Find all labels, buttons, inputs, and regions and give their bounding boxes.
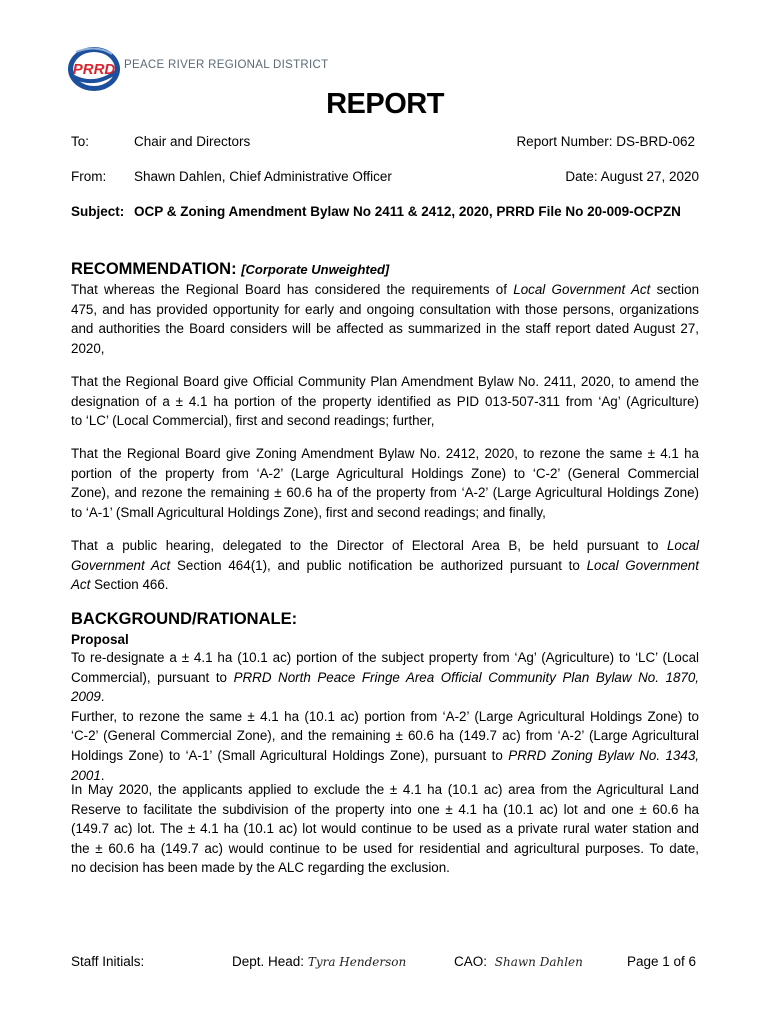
to-value: Chair and Directors	[134, 134, 251, 149]
recommendation-paragraph-3	[71, 444, 699, 522]
prrd-logo	[66, 42, 329, 94]
recommendation-title: RECOMMENDATION:	[71, 260, 237, 278]
text-line: Zone), and rezone the remaining ± 60.6 ha of the property from ‘A-2’ (Large Agricultural Holdings Zone)	[71, 485, 699, 501]
text-line: That the Regional Board give Official Community Plan Amendment Bylaw No. 2411, 2020, to amend the	[71, 374, 699, 389]
text-segment: Act	[71, 577, 91, 593]
text-line: portion of the property from ‘A-2’ (Large Agricultural Holdings Zone) to ‘C-2’ (General Commercial	[71, 465, 699, 481]
recommendation-paragraph-4	[71, 536, 699, 595]
text-line: 2001.	[71, 767, 105, 783]
text-segment: Local Government	[586, 557, 699, 573]
report-number: Report Number: DS-BRD-062	[516, 134, 695, 149]
dept-head-label: Dept. Head:	[232, 954, 305, 969]
recommendation-paragraph-2	[71, 372, 699, 431]
logo-text: PRRD	[72, 61, 116, 78]
text-line: That a public hearing, delegated to the Director of Electoral Area B, be held pursuant to Local	[71, 538, 699, 553]
report-title: REPORT	[326, 88, 444, 120]
recommendation-heading	[71, 260, 389, 279]
cao-signature: Shawn Dahlen	[494, 955, 583, 969]
text-line: (149.7 ac) lot. The ± 4.1 ha (10.1 ac) lot would continue to be used as a private rural water station and	[71, 821, 699, 837]
cao-field	[454, 954, 583, 969]
text-line: Holdings Zone) to ‘A-1’ (Small Agricultural Holdings Zone), pursuant to PRRD Zoning Bylaw No. 1343,	[71, 747, 699, 763]
recommendation-subheading: [Corporate Unweighted]	[241, 262, 390, 277]
dept-head-signature: Tyra Henderson	[307, 955, 407, 969]
subject-value: OCP & Zoning Amendment Bylaw No 2411 & 2412, 2020, PRRD File No 20-009-OCPZN	[134, 204, 681, 219]
proposal-heading: Proposal	[71, 632, 129, 647]
text-segment: Local Government Act	[513, 282, 651, 297]
text-line: the ± 60.6 ha (149.7 ac) would continue to be used for residential and agricultural purposes. To date,	[71, 840, 699, 856]
text-line: ‘C-2’ (General Commercial Zone), and the remaining ± 60.6 ha (149.7 ac) from ‘A-2’ (Large Agricultural	[71, 728, 699, 744]
text-line: In May 2020, the applicants applied to exclude the ± 4.1 ha (10.1 ac) area from the Agricultural Land	[71, 782, 699, 797]
org-name: PEACE RIVER REGIONAL DISTRICT	[124, 59, 329, 71]
to-label: To:	[71, 134, 90, 149]
background-paragraph-1	[71, 648, 699, 785]
text-line: to ‘A-1’ (Small Agricultural Holdings Zone), first and second readings; and finally,	[71, 504, 546, 520]
text-line: Reserve to facilitate the subdivision of the property into one ± 4.1 ha (10.1 ac) lot and one ± 60.6 ha	[71, 801, 699, 817]
background-paragraph-2	[71, 780, 699, 878]
text-line: 475, and has provided opportunity for early and ongoing consultation with those persons, organizations	[71, 301, 699, 317]
from-label: From:	[71, 169, 107, 184]
text-segment: Government Act	[71, 557, 171, 573]
cao-label: CAO:	[454, 954, 488, 969]
prrd-logo-icon	[66, 42, 122, 94]
page-number: Page 1 of 6	[626, 954, 696, 969]
text-line: designation of a ± 4.1 ha portion of the property identified as PID 013-507-311 from ‘Ag’ (Agriculture)	[71, 393, 699, 409]
text-line: no decision has been made by the ALC regarding the exclusion.	[71, 860, 450, 876]
text-line: Government Act Section 464(1), and public notification be authorized pursuant to Local Government	[71, 557, 699, 573]
from-value: Shawn Dahlen, Chief Administrative Officer	[134, 169, 392, 184]
staff-initials-label: Staff Initials:	[71, 954, 145, 969]
text-segment: 2001	[71, 767, 101, 783]
text-segment: PRRD Zoning Bylaw No. 1343,	[508, 747, 699, 763]
text-line: Commercial), pursuant to PRRD North Peace Fringe Area Official Community Plan Bylaw No. 1870, 2009.	[71, 669, 700, 705]
text-line: to ‘LC’ (Local Commercial), first and second readings; further,	[71, 413, 435, 429]
background-heading: BACKGROUND/RATIONALE:	[71, 610, 298, 628]
text-line: 2020,	[71, 340, 105, 356]
text-segment: Local	[666, 538, 699, 553]
text-line: Further, to rezone the same ± 4.1 ha (10.1 ac) portion from ‘A-2’ (Large Agricultural Holdings Zone) to	[71, 708, 699, 724]
text-line: and authorities the Board considers will be affected as summarized in the staff report dated August 27,	[71, 321, 699, 337]
text-segment: PRRD North Peace Fringe Area Official Community Plan Bylaw No. 1870, 2009	[71, 669, 700, 705]
subject-label: Subject:	[71, 204, 125, 219]
text-line: To re-designate a ± 4.1 ha (10.1 ac) portion of the subject property from ‘Ag’ (Agriculture) to ‘LC’ (Local	[71, 650, 699, 665]
report-date: Date: August 27, 2020	[565, 169, 699, 184]
text-line: That the Regional Board give Zoning Amendment Bylaw No. 2412, 2020, to rezone the same ± 4.1 ha	[71, 446, 699, 461]
dept-head-field	[232, 954, 406, 969]
text-line: That whereas the Regional Board has considered the requirements of Local Government Act section	[71, 282, 700, 297]
text-line: Act Section 466.	[71, 577, 169, 593]
recommendation-paragraph-1	[71, 280, 699, 358]
